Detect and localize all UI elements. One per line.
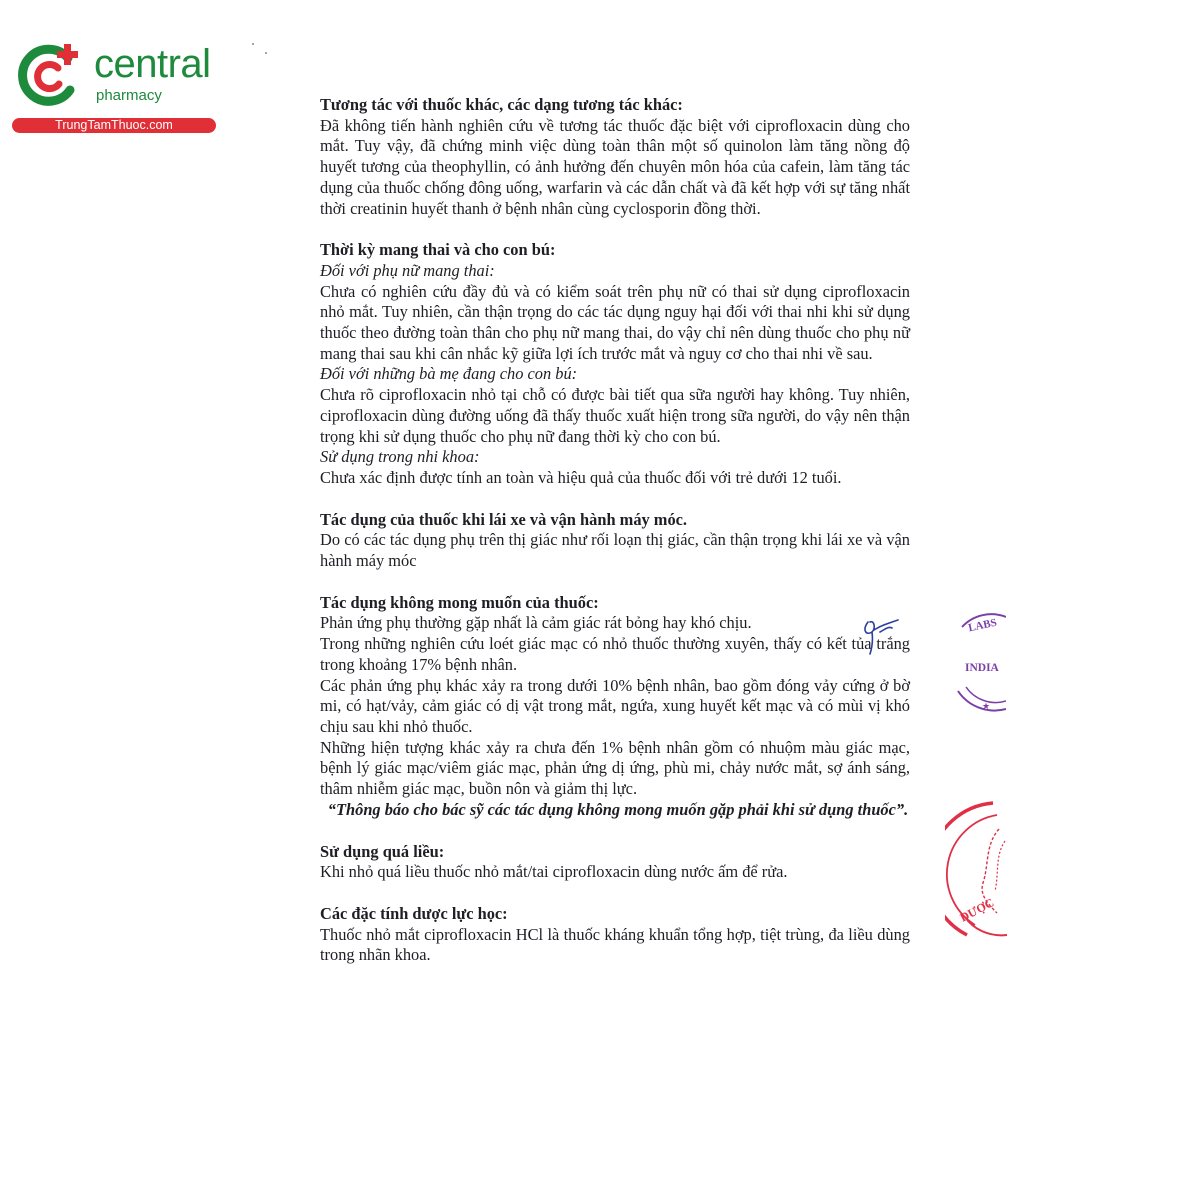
paragraph: Các phản ứng phụ khác xảy ra trong dưới 10% bệnh nhân, bao gồm đóng vảy cứng ở bờ mi, có hạt/vảy, cảm giác có dị vật trong mắt, ngứa, xung huyết kết mạc và có mùi vị khó chịu sau khi nhỏ thuốc. [320, 675, 910, 736]
subheading: Đối với những bà mẹ đang cho con bú: [320, 364, 578, 384]
section [320, 593, 910, 821]
section [320, 904, 910, 966]
subheading: Đối với phụ nữ mang thai: [320, 260, 495, 280]
section [320, 510, 910, 572]
brand-name: central [94, 42, 211, 86]
section [320, 240, 910, 488]
section-heading: Thời kỳ mang thai và cho con bú: [320, 240, 556, 260]
section-heading: Các đặc tính dược lực học: [320, 903, 508, 923]
section-heading: Tương tác với thuốc khác, các dạng tương tác khác: [320, 95, 683, 114]
subheading: Sử dụng trong nhi khoa: [320, 447, 480, 467]
company-stamp-red [945, 795, 1007, 945]
paragraph: Đã không tiến hành nghiên cứu về tương tác thuốc đặc biệt với ciprofloxacin dùng cho mắt. Tuy vậy, đã chứng minh việc dùng toàn thân một số quinolon làm tăng nồng độ huyết tương của theophyllin, có ảnh hưởng đến chuyên môn hóa của cafein, làm tăng tác dụng của thuốc chống đông uống, warfarin và các dẫn chất và đã kết hợp với sự tăng nhất thời creatinin huyết thanh ở bệnh nhân cùng cyclosporin đồng thời. [320, 115, 910, 218]
document-body [320, 95, 910, 987]
stamp-purple-top-text: LABS [967, 616, 998, 635]
scan-speck [252, 43, 254, 45]
paragraph: Chưa rõ ciprofloxacin nhỏ tại chỗ có được bài tiết qua sữa người hay không. Tuy nhiên, ciprofloxacin dùng đường uống đã thấy thuốc xuất hiện trong sữa người, do vậy nên thận trọng khi sử dụng thuốc cho phụ nữ đang thời kỳ cho con bú. [320, 385, 910, 446]
pharmacy-cross-icon [12, 40, 84, 112]
paragraph: Do có các tác dụng phụ trên thị giác như rối loạn thị giác, cần thận trọng khi lái xe và vận hành máy móc [320, 530, 910, 571]
stamp-red-bottom-text: DƯỢC [957, 895, 997, 925]
paragraph: Chưa xác định được tính an toàn và hiệu quả của thuốc đối với trẻ dưới 12 tuổi. [320, 467, 842, 487]
brand-logo [8, 38, 223, 138]
paragraph: Chưa có nghiên cứu đầy đủ và có kiểm soát trên phụ nữ có thai sử dụng ciprofloxacin nhỏ mắt. Tuy nhiên, cần thận trọng do các tác dụng nguy hại đối với thai nhi khi sử dụng thuốc theo đường toàn thân cho phụ nữ mang thai, do vậy chỉ nên dùng thuốc cho phụ nữ mang thai sau khi cân nhắc kỹ giữa lợi ích trước mắt và nguy cơ cho thai nhi về sau. [320, 281, 910, 363]
section-heading: Sử dụng quá liều: [320, 841, 445, 861]
section-heading: Tác dụng của thuốc khi lái xe và vận hành máy móc. [320, 509, 688, 529]
paragraph: Trong những nghiên cứu loét giác mạc có nhỏ thuốc thường xuyên, thấy có kết tủa trắng trong khoảng 17% bệnh nhân. [320, 634, 910, 674]
warning-note: “Thông báo cho bác sỹ các tác dụng không mong muốn gặp phải khi sử dụng thuốc”. [327, 799, 909, 819]
brand-tagline: pharmacy [96, 87, 162, 104]
paragraph: Thuốc nhỏ mắt ciprofloxacin HCl là thuốc kháng khuẩn tổng hợp, tiệt trùng, đa liều dùng trong nhãn khoa. [320, 924, 910, 965]
brand-url: TrungTamThuoc.com [12, 118, 216, 133]
stamp-purple-center-text: INDIA [965, 662, 999, 674]
section [320, 842, 910, 883]
scan-speck [265, 52, 267, 54]
section-heading: Tác dụng không mong muốn của thuốc: [320, 592, 599, 612]
paragraph: Khi nhỏ quá liều thuốc nhỏ mắt/tai ciprofloxacin dùng nước ấm để rửa. [320, 862, 788, 882]
svg-text:★: ★ [982, 701, 991, 711]
paragraph: Những hiện tượng khác xảy ra chưa đến 1% bệnh nhân gồm có nhuộm màu giác mạc, bệnh lý giác mạc/viêm giác mạc, phản ứng dị ứng, phù mi, chảy nước mắt, sợ ánh sáng, thâm nhiễm giác mạc, buồn nôn và giảm thị lực. [320, 737, 910, 799]
paragraph: Phản ứng phụ thường gặp nhất là cảm giác rát bỏng hay khó chịu. [320, 613, 752, 633]
handwritten-signature [858, 612, 906, 656]
section [320, 95, 910, 219]
company-stamp-purple [940, 605, 1006, 717]
